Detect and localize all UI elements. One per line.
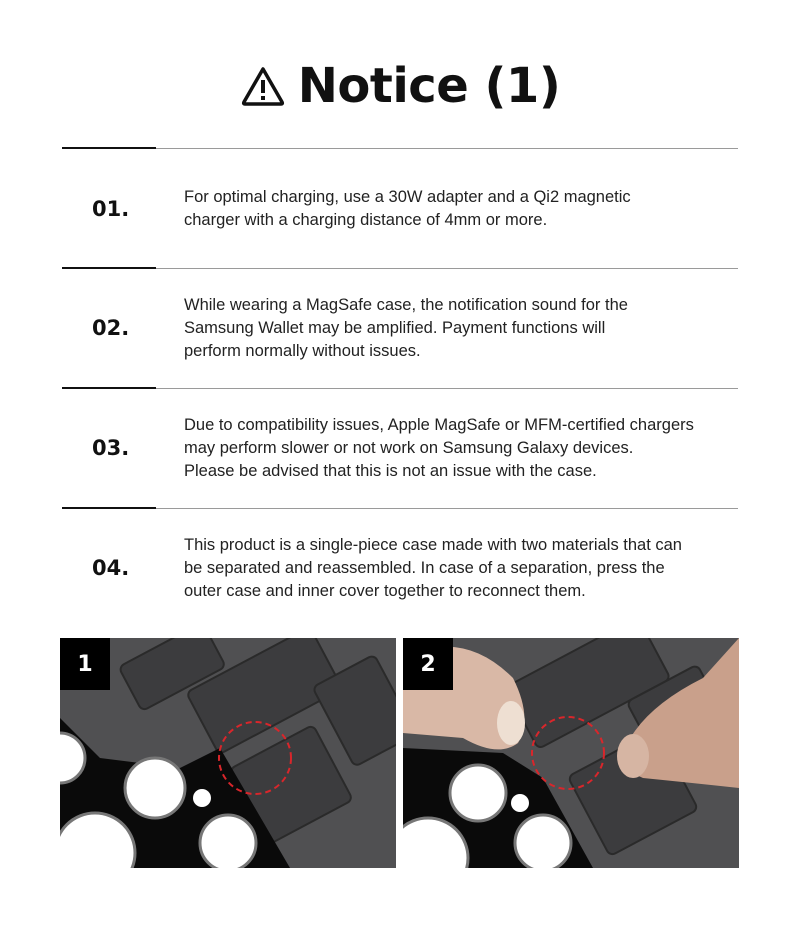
case-illustration (60, 638, 396, 868)
notice-item (62, 526, 738, 610)
notice-item (62, 286, 738, 370)
warning-triangle-icon (240, 65, 286, 107)
step-badge: 2 (403, 638, 453, 690)
divider (62, 508, 738, 509)
notice-text: While wearing a MagSafe case, the notification sound for the Samsung Wallet may be amplified. Payment functions will perform normally without issues. (184, 295, 628, 360)
notice-item (62, 406, 738, 490)
page-title (0, 58, 800, 114)
notice-text: For optimal charging, use a 30W adapter and a Qi2 magnetic charger with a charging distance of 4mm or more. (184, 188, 631, 229)
notice-number: 01. (92, 197, 130, 221)
notice-item (62, 168, 738, 250)
divider (62, 268, 738, 269)
notice-number: 03. (92, 436, 130, 460)
notice-number: 04. (92, 556, 130, 580)
divider (62, 148, 738, 149)
notice-text: Due to compatibility issues, Apple MagSafe or MFM-certified chargers may perform slower or not work on Samsung Galaxy devices. Please be advised that this is not an issue with the case. (184, 415, 694, 480)
title-text: Notice (1) (297, 58, 561, 114)
case-photo-1 (60, 638, 396, 868)
step-badge: 1 (60, 638, 110, 690)
divider (62, 388, 738, 389)
case-illustration (403, 638, 739, 868)
notice-number: 02. (92, 316, 130, 340)
case-photo-2 (403, 638, 739, 868)
notice-text: This product is a single-piece case made with two materials that can be separated and reassembled. In case of a separation, press the outer case and inner cover together to reconnect them. (184, 535, 682, 600)
